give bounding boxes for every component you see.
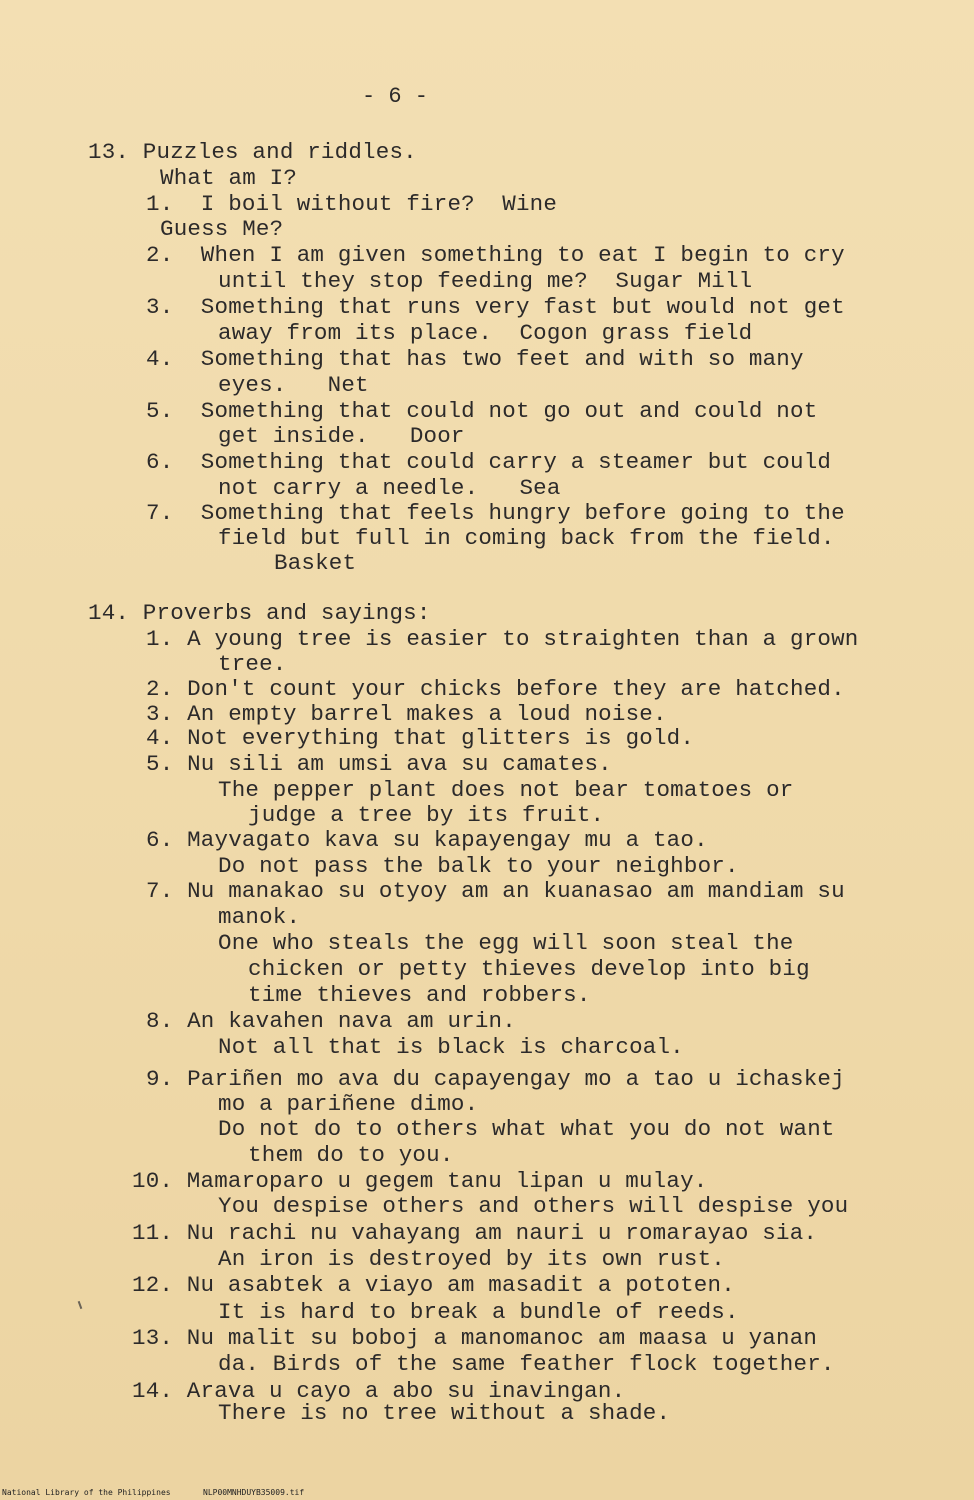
proverb-line: 2. Don't count your chicks before they are hatched.	[146, 676, 845, 702]
riddle-7-cont: field but full in coming back from the field.	[218, 525, 835, 551]
riddle-7-answer: Basket	[274, 550, 357, 576]
proverb-translation: Do not pass the balk to your neighbor.	[218, 853, 739, 879]
proverb-line: 10. Mamaroparo u gegem tanu lipan u mulay.	[132, 1168, 708, 1194]
proverb-line: 7. Nu manakao su otyoy am an kuanasao am mandiam su	[146, 878, 845, 904]
proverb-line: 6. Mayvagato kava su kapayengay mu a tao.	[146, 827, 708, 853]
riddle-intro-guess-me: Guess Me?	[160, 216, 284, 242]
proverb-translation: chicken or petty thieves develop into big	[248, 956, 810, 982]
proverb-line: mo a pariñene dimo.	[218, 1091, 479, 1117]
proverb-translation: judge a tree by its fruit.	[248, 802, 605, 828]
proverb-line: 5. Nu sili am umsi ava su camates.	[146, 751, 612, 777]
riddle-4: 4. Something that has two feet and with so many	[146, 346, 804, 372]
proverb-translation: You despise others and others will despise you	[218, 1193, 849, 1219]
proverb-translation: Not all that is black is charcoal.	[218, 1034, 684, 1060]
riddle-intro-what-am-i: What am I?	[160, 165, 298, 191]
riddle-2: 2. When I am given something to eat I begin to cry	[146, 242, 845, 268]
stray-pen-mark	[78, 1301, 83, 1309]
proverb-line: 8. An kavahen nava am urin.	[146, 1008, 516, 1034]
proverb-translation: An iron is destroyed by its own rust.	[218, 1246, 725, 1272]
proverb-translation: It is hard to break a bundle of reeds.	[218, 1299, 739, 1325]
proverb-line: 14. Arava u cayo a abo su inavingan.	[132, 1378, 626, 1404]
riddle-5-cont: get inside. Door	[218, 423, 465, 449]
proverb-line: 4. Not everything that glitters is gold.	[146, 725, 695, 751]
proverb-line: 13. Nu malit su boboj a manomanoc am maasa u yanan	[132, 1325, 818, 1351]
proverb-translation: Do not do to others what what you do not want	[218, 1116, 835, 1142]
riddle-5: 5. Something that could not go out and could not	[146, 398, 818, 424]
footer-library: National Library of the Philippines	[2, 1488, 171, 1497]
riddle-3: 3. Something that runs very fast but would not get	[146, 294, 845, 320]
proverb-translation: The pepper plant does not bear tomatoes or	[218, 777, 794, 803]
proverb-line: da. Birds of the same feather flock together.	[218, 1351, 835, 1377]
riddle-6: 6. Something that could carry a steamer but could	[146, 449, 832, 475]
proverb-line: 9. Pariñen mo ava du capayengay mo a tao u ichaskej	[146, 1066, 845, 1092]
proverb-line: 1. A young tree is easier to straighten than a grown	[146, 626, 859, 652]
proverb-translation: One who steals the egg will soon steal the	[218, 930, 794, 956]
riddle-2-cont: until they stop feeding me? Sugar Mill	[218, 268, 753, 294]
riddle-4-cont: eyes. Net	[218, 372, 369, 398]
proverb-line: 11. Nu rachi nu vahayang am nauri u romarayao sia.	[132, 1220, 818, 1246]
proverb-translation: them do to you.	[248, 1142, 454, 1168]
proverb-line: tree.	[218, 651, 287, 677]
section-14-heading: 14. Proverbs and sayings:	[88, 600, 431, 626]
proverb-line: manok.	[218, 904, 301, 930]
riddle-6-cont: not carry a needle. Sea	[218, 475, 561, 501]
riddle-7: 7. Something that feels hungry before going to the	[146, 500, 845, 526]
footer-filename: NLP00MNHDUYB35009.tif	[203, 1488, 305, 1497]
proverb-translation: There is no tree without a shade.	[218, 1400, 671, 1426]
riddle-1: 1. I boil without fire? Wine	[146, 191, 558, 217]
proverb-line: 3. An empty barrel makes a loud noise.	[146, 701, 667, 727]
proverb-line: 12. Nu asabtek a viayo am masadit a pototen.	[132, 1272, 735, 1298]
section-13-heading: 13. Puzzles and riddles.	[88, 139, 417, 165]
riddle-3-cont: away from its place. Cogon grass field	[218, 320, 753, 346]
proverb-translation: time thieves and robbers.	[248, 982, 591, 1008]
page-number: - 6 -	[362, 84, 429, 109]
